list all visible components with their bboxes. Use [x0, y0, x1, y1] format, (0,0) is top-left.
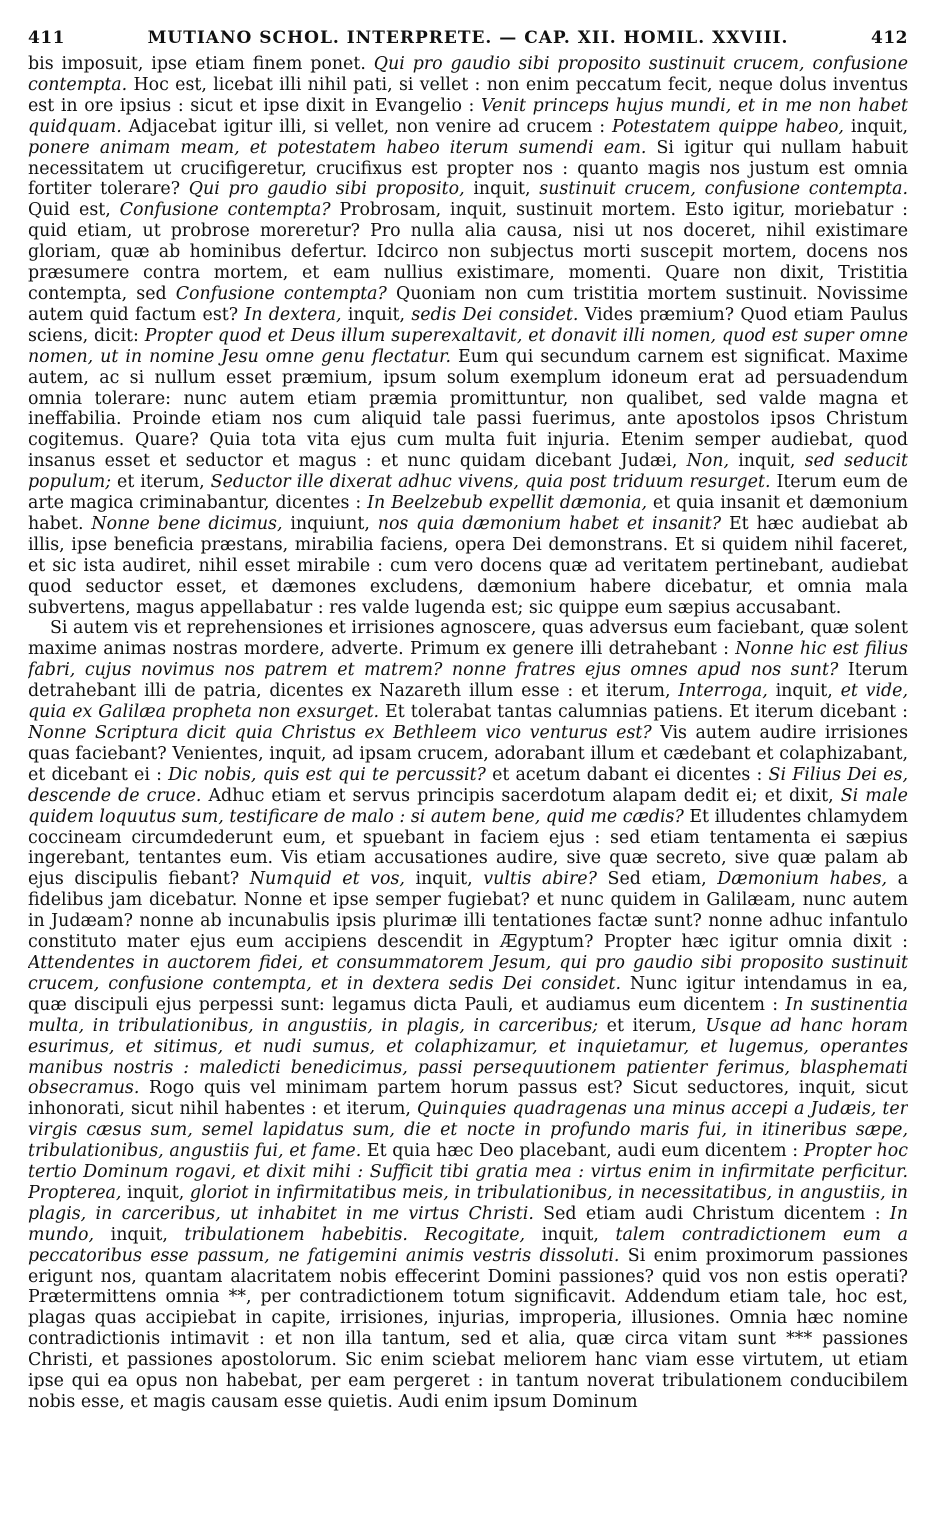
italic-quotation: Confusione contempta?: [119, 200, 331, 221]
text-run: Et illudentes chlamydem coccineam circumdederunt eum, et spuebant in faciem ejus : sed etiam tentamenta ei sæpius ingerebant, tentantes eum. Vis etiam accusationes audire, sive quæ secreto, sive quæ palam ab ejus discipulis fiebant?: [28, 806, 908, 890]
text-run: inquit,: [767, 681, 841, 702]
italic-quotation: sustinuit crucem, confusione contempta.: [539, 179, 908, 200]
italic-quotation: Nonne bene dicimus,: [91, 513, 283, 534]
text-run: inquit,: [341, 304, 412, 325]
text-run: Adjacebat igitur illi, si vellet, non venire ad crucem :: [121, 116, 612, 137]
italic-quotation: Potestatem quippe habeo,: [611, 116, 844, 137]
italic-quotation: Si male quidem loquutus sum, testificare de malo : si autem bene, quid me cædis?: [28, 785, 908, 827]
text-run: inquit,: [464, 179, 540, 200]
text-run: Nunc igitur intendamus in ea, quæ discipuli ejus perpessi sunt: legamus dicta Pauli, et audiamus eum dicentem :: [28, 973, 908, 1015]
text-run: Si autem vis et reprehensiones et irrisiones agnoscere, quas adversus eum faciebant, quæ solent maxime animas nostras mordere, adverte. Primum ex genere illi detrahebant :: [28, 618, 908, 660]
text-run: Iterum eum de arte magica criminabantur, dicentes :: [28, 472, 908, 514]
italic-quotation: Propter hoc tertio Dominum rogavi, et dixit mihi : Sufficit tibi gratia mea : virtus enim in infirmitate perficitur.: [28, 1141, 908, 1183]
text-run: Vis autem audire irrisiones quas faciebant? Venientes, inquit, ad ipsam crucem, adorabant illum et cædebant et colaphizabant, et dicebant ei :: [28, 723, 908, 785]
italic-quotation: In dextera,: [244, 304, 342, 325]
italic-quotation: gloriot in infirmitatibus meis, in tribulationibus, in necessitatibus, in angustiis, in plagis, in carceribus, ut inhabitet in me virtus Christi.: [28, 1182, 908, 1224]
text-run: Et quia hæc Deo placebant, audi eum dicentem :: [361, 1141, 804, 1162]
text-run: Rogo quis vel minimam partem horum passus est? Sicut seductores, inquit, sicut inhonorati, sicut nihil habentes : et iterum,: [28, 1078, 908, 1120]
text-run: Et tolerabat tantas calumnias patiens. Et iterum dicebant :: [379, 702, 908, 723]
text-run: inquit,: [121, 1182, 190, 1203]
italic-quotation: sed seducit populum;: [28, 451, 908, 493]
italic-quotation: Quinquies quadragenas una minus accepi a Judæis, ter virgis cæsus sum, semel lapidatus sum, die et nocte in profundo maris fui, in itineribus sæpe, tribulationibus, angustiis fui, et fame.: [28, 1099, 908, 1162]
document-page: [28, 28, 908, 1528]
text-run: a fidelibus jam dicebatur. Nonne et ipse semper fugiebat? et nunc quidem in Galilæam, nunc autem in Judæam? nonne ab incunabulis ipsis plurimæ illi tentationes factæ sunt? nonne adhuc infantulo constituto mater ejus eum accipiens descendit in Ægyptum? Propter hæc igitur omnia dixit :: [28, 869, 908, 953]
italic-quotation: vultis abire?: [483, 869, 597, 890]
italic-quotation: In mundo,: [28, 1203, 908, 1245]
text-run: Sed etiam,: [596, 869, 718, 890]
page-number-left: 411: [28, 28, 65, 48]
text-run: Si enim proximorum passiones erigunt nos, quantam alacritatem nobis effecerint Domini passiones? quid vos non estis operati? Prætermittens omnia **, per contradictionem totum significavit. Addendum etiam tale, hoc est, plagas quas accipiebat in capite, irrisiones, injurias, improperia, illusiones. Omnia hæc nomine contradictionis intimavit : et non illa tantum, sed et alia, quæ circa vitam sunt *** passiones Christi, et passiones apostolorum. Sic enim sciebat meliorem hanc viam esse virtutem, ut etiam ipse qui ea opus non habebat, per eam pergeret : in tantum noverat tribulationem conducibilem nobis esse, et magis causam esse quietis. Audi enim ipsum Dominum: [28, 1245, 908, 1412]
text-run: Et hæc audiebat ab illis, ipse beneficia præstans, mirabilia faciens, opera Dei demonstrans. Et si quidem nihil faceret, et sic ista audiret, nihil esset mirabile : cum vero docens quæ ad veritatem pertinebant, audiebat quod seductor esset, et dæmones excludens, dæmonium habere dicebatur, et omnia mala subvertens, magus appellabatur : res valde lugenda est; sic quippe eum sæpius accusabant.: [28, 513, 908, 618]
italic-quotation: Dic nobis, quis est qui te percussit?: [168, 764, 486, 785]
italic-quotation: ponere animam meam, et potestatem habeo iterum sumendi eam.: [28, 137, 647, 158]
italic-quotation: Attendentes in auctorem fidei, et consummatorem Jesum, qui pro gaudio sibi proposito sustinuit crucem, confusione contempta, et in dextera sedis Dei considet.: [28, 952, 908, 994]
text-run: et acetum dabant ei dicentes :: [485, 764, 769, 785]
italic-quotation: talem contradictionem eum a peccatoribus esse passum, ne fatigemini animis vestris dissoluti.: [28, 1224, 908, 1266]
text-run: Adhuc etiam et servus principis sacerdotum alapam dedit ei; et dixit,: [201, 785, 841, 806]
italic-quotation: Usque ad hanc horam esurimus, et sitimus, et nudi sumus, et colaphizamur, et inquietamur, et lugemus, operantes manibus nostris : maledicti benedicimus, passi persequutionem patienter ferimus, blasphemati obsecramus.: [28, 1015, 908, 1099]
italic-quotation: Venit princeps hujus mundi, et in me non habet quidquam.: [28, 95, 908, 137]
text-run: inquit,: [94, 1224, 185, 1245]
running-title: MUTIANO SCHOL. INTERPRETE. — CAP. XII. HOMIL. XXVIII.: [147, 28, 789, 48]
text-run: inquit,: [729, 451, 805, 472]
page-number-right: 412: [871, 28, 908, 48]
text-run: Probrosam, inquit, sustinuit mortem. Esto igitur, moriebatur : quid etiam, ut probrose moreretur? Pro nulla alia causa, nisi ut nos doceret, nihil existimare gloriam, quæ ab hominibus defertur. Idcirco non subjectus morti suscepit mortem, docens nos præsumere contra mortem, et eam nullius existimare, momenti. Quare non dixit, Tristitia contempta, sed: [28, 200, 908, 304]
paragraph: [28, 54, 908, 618]
text-run: Iterum detrahebant illi de patria, dicentes ex Nazareth illum esse : et iterum,: [28, 660, 908, 702]
italic-quotation: Nonne Scriptura dicit quia Christus ex Bethleem vico venturus est?: [28, 723, 652, 743]
italic-quotation: Seductor ille dixerat adhuc vivens, quia post triduum resurget.: [210, 472, 771, 493]
paragraph: [28, 618, 908, 1412]
italic-quotation: tribulationem habebitis. Recogitate,: [184, 1224, 526, 1245]
italic-quotation: Numquid et vos,: [249, 869, 405, 890]
text-run: inquit,: [843, 116, 908, 137]
italic-quotation: Propter quod et Deus illum superexaltavit, et donavit illi nomen, quod est super omne nomen, ut in nomine Jesu omne genu flectatur.: [28, 325, 908, 367]
italic-quotation: Dæmonium habes,: [717, 869, 888, 890]
italic-quotation: In sustinentia multa, in tribulationibus, in angustiis, in plagis, in carceribus;: [28, 994, 908, 1036]
italic-quotation: Interroga,: [678, 681, 768, 702]
italic-quotation: et vide, quia ex Galilæa propheta non exsurget.: [28, 681, 908, 723]
text-run: Quid est,: [28, 200, 120, 221]
italic-quotation: Si Filius Dei es, descende de cruce.: [28, 764, 908, 806]
italic-quotation: Nonne hic est filius fabri, cujus novimus nos patrem et matrem? nonne fratres ejus omnes apud nos sunt?: [28, 639, 908, 681]
text-run: inquit,: [404, 869, 484, 890]
italic-quotation: Confusione contempta?: [175, 283, 387, 304]
text-run: Eum qui secundum carnem est significat. Maxime autem, ac si nullum esset præmium, ipsum solum exemplum idoneum erat ad persuadendum omnia tolerare: nunc autem etiam præmia promittuntur, non qualibet, sed valde magna et ineffabilia. Proinde etiam nos cum aliquid tale passi fuerimus, ante apostolos ipsos Christum cogitemus. Quare? Quia tota vita ejus cum multa fuit injuria. Etenim semper audiebat, quod insanus esset et seductor et magus : et nunc quidam dicebant Judæi,: [28, 346, 908, 472]
italic-quotation: Non,: [686, 451, 729, 472]
text-run: inquit,: [525, 1224, 616, 1245]
text-run: Sed etiam audi Christum dicentem :: [533, 1203, 890, 1224]
italic-quotation: nos quia dæmonium habet et insanit?: [377, 513, 722, 534]
italic-quotation: In Beelzebub expellit dæmonia,: [367, 493, 648, 514]
italic-quotation: sedis Dei considet.: [411, 304, 579, 325]
italic-quotation: Qui pro gaudio sibi proposito sustinuit crucem, confusione contempta.: [28, 54, 908, 95]
text-run: bis imposuit, ipse etiam finem ponet.: [28, 54, 374, 74]
text-run: et iterum,: [598, 1015, 706, 1036]
text-run: Hoc est, licebat illi nihil pati, si vellet : non enim peccatum fecit, neque dolus inventus est in ore ipsius : sicut et ipse dixit in Evangelio :: [28, 74, 908, 116]
text-run: et iterum,: [111, 472, 211, 493]
text-run: inquiunt,: [282, 513, 378, 534]
body-text: [28, 54, 908, 1413]
text-run: et quia insanit et dæmonium habet.: [28, 493, 908, 534]
italic-quotation: Qui pro gaudio sibi proposito,: [188, 179, 465, 200]
running-head: [28, 28, 908, 52]
italic-quotation: Propterea,: [28, 1182, 122, 1203]
text-run: Quoniam non cum tristitia mortem sustinuit. Novissime autem quid factum est?: [28, 283, 908, 325]
text-run: Si igitur qui nullam habuit necessitatem ut crucifigeretur, crucifixus est propter nos : quanto magis nos justum est omnia fortiter tolerare?: [28, 137, 908, 200]
text-run: Vides præmium? Quod etiam Paulus sciens, dicit:: [28, 304, 908, 346]
